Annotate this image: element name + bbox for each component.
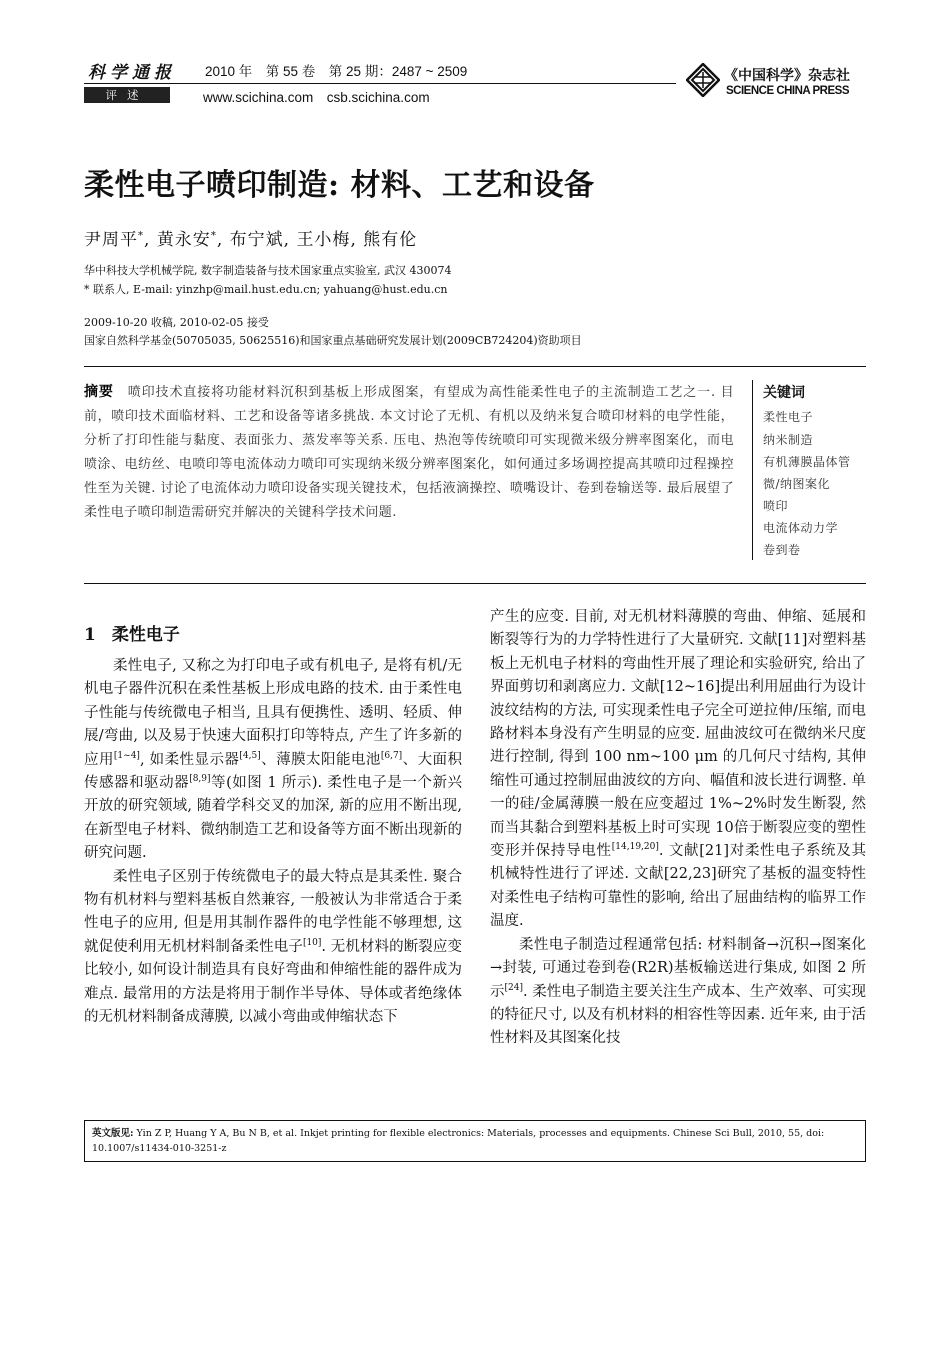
issue-info: 2010 年 第 55 卷 第 25 期：2487 ~ 2509 <box>205 64 468 79</box>
journal-name: 科学通报 <box>88 63 176 83</box>
author-name: 黄永安 <box>156 230 211 250</box>
abstract <box>84 380 734 525</box>
author-name: 王小梅 <box>296 230 351 250</box>
section-heading <box>84 620 196 645</box>
citation-ref[interactable]: [1~4] <box>113 750 140 761</box>
citation-ref[interactable]: [4,5] <box>239 750 261 761</box>
keyword-item: 纳米制造 <box>763 433 814 447</box>
funding-note: 国家自然科学基金(50705035, 50625516)和国家重点基础研究发展计划(2009CB724204)资助项目 <box>84 334 582 347</box>
article-title: 柔性电子喷印制造: 材料、工艺和设备 <box>84 168 595 203</box>
publisher-name-cn: 《中国科学》杂志社 <box>724 68 850 84</box>
citation-ref[interactable]: [14,19,20] <box>611 842 659 853</box>
citation-ref[interactable]: [6,7] <box>380 750 403 761</box>
body-paragraph: 产生的应变. 目前, 对无机材料薄膜的弯曲、伸缩、延展和断裂等行为的力学特性进行了大量研究. 文献[11]对塑料基板上无机电子材料的弯曲性开展了理论和实验研究, 给出了界面剪切和剥离应力. 文献[12~16]提出利用屈曲行为设计波纹结构的方法, 可实现柔性电子完全可逆拉伸/压缩, 而电路材料本身没有产生明显的应变. 屈曲波纹可在微纳米尺度进行控制, 得到 100 nm~100 μm 的几何尺寸结构, 其伸缩性可通过控制屈曲波纹的方向、幅值和波长进行调整. 单一的硅/金属薄膜一般在应变超过 1%~2%时发生断裂, 然而当其黏合到塑料基板上时可实现 10倍于断裂应变的塑性变形并保持导电性[14,19,20]. 文献[21]对柔性电子系统及其机械特性进行了评述. 文献[22,23]研究了基板的温变特性对柔性电子结构可靠性的影响, 给出了屈曲结构的临界工作温度. <box>490 609 867 930</box>
publisher-logo-icon <box>686 63 720 97</box>
body-paragraph: 柔性电子区别于传统微电子的最大特点是其柔性. 聚合物有机材料与塑料基板自然兼容, 一般被认为非常适合于柔性电子的应用, 但是用其制作器件的电学性能不够理想, 这就促使利用无机材料制备柔性电子[10]. 无机材料的断裂应变比较小, 如何设计制造具有良好弯曲和伸缩性能的器件成为难点. 最常用的方法是将用于制作半导体、导体或者绝缘体的无机材料制备成薄膜, 以减小弯曲或伸缩状态下 <box>84 868 463 1026</box>
citation-ref[interactable]: [24] <box>504 982 523 993</box>
author-name: 布宁斌 <box>229 230 284 250</box>
keyword-item: 柔性电子 <box>763 410 814 424</box>
abstract-body: 喷印技术直接将功能材料沉积到基板上形成图案，有望成为高性能柔性电子的主流制造工艺之一. 目前，喷印技术面临材料、工艺和设备等诸多挑战. 本文讨论了无机、有机以及纳米复合喷印材料的电学性能，分析了打印性能与黏度、表面张力、蒸发率等关系. 压电、热泡等传统喷印可实现微米级分辨率图案化，而电喷涂、电纺丝、电喷印等电流体动力喷印可实现纳米级分辨率图案化，如何通过多场调控提高其喷印过程操控性至为关键. 讨论了电流体动力喷印设备实现关键技术，包括液滴操控、喷嘴设计、卷到卷输送等. 最后展望了柔性电子喷印制造需研究并解决的关键科学技术问题. <box>84 385 734 520</box>
citation-ref[interactable]: [10] <box>302 938 322 949</box>
contact-email: * 联系人, E-mail: yinzhp@mail.hust.edu.cn; yahuang@hust.edu.cn <box>84 283 448 296</box>
citation-text: Yin Z P, Huang Y A, Bu N B, et al. Inkjet printing for flexible electronics: Materials, processes and equipments. Chinese Sci Bull, 2010, 55, doi: 10.1007/s11434-010-3251-z <box>92 1128 825 1154</box>
received-date: 2009-10-20 收稿, 2010-02-05 接受 <box>84 316 269 329</box>
keyword-item: 有机薄膜晶体管 <box>763 455 851 469</box>
keyword-item: 电流体动力学 <box>763 521 839 535</box>
author-name: 尹周平 <box>84 230 138 250</box>
header-rule <box>84 83 676 84</box>
body-paragraph: 柔性电子, 又称之为打印电子或有机电子, 是将有机/无机电子器件沉积在柔性基板上形成电路的技术. 由于柔性电子性能与传统微电子相当, 且具有便携性、透明、轻质、伸展/弯曲, 以及易于快速大面积打印等特点, 产生了许多新的应用[1~4], 如柔性显示器[4,5]、薄膜太阳能电池[6,7]、大面积传感器和驱动器[8,9]等(如图 1 所示). 柔性电子是一个新兴开放的研究领域, 随着学科交叉的加深, 新的应用不断出现, 在新型电子材料、微纳制造工艺和设备等方面不断出现新的研究问题. <box>84 658 463 862</box>
english-version-citation <box>92 1126 832 1156</box>
citation-label: 英文版见: <box>92 1128 134 1139</box>
keyword-item: 喷印 <box>763 499 789 513</box>
journal-urls[interactable]: www.scichina.com csb.scichina.com <box>203 90 430 105</box>
citation-ref[interactable]: [8,9] <box>189 774 211 785</box>
author-name: 熊有伦 <box>363 230 418 250</box>
section-tag: 评述 <box>84 87 170 103</box>
corresponding-marker: * <box>138 230 144 242</box>
author-list: 尹周平*, 黄永安*, 布宁斌, 王小梅, 熊有伦 <box>84 230 418 250</box>
section-title: 柔性电子 <box>111 625 180 645</box>
abstract-label: 摘要 <box>84 384 114 400</box>
keyword-item: 卷到卷 <box>763 543 801 557</box>
keywords-divider <box>752 380 753 560</box>
body-paragraph: 柔性电子制造过程通常包括: 材料制备→沉积→图案化→封装, 可通过卷到卷(R2R)基板输送进行集成, 如图 2 所示[24]. 柔性电子制造主要关注生产成本、生产效率、可实现的特征尺寸, 以及有机材料的相容性等因素. 近年来, 由于活性材料及其图案化技 <box>490 936 867 1047</box>
left-column <box>84 655 462 1030</box>
right-column <box>490 606 866 1051</box>
keyword-item: 微/纳图案化 <box>763 477 831 491</box>
corresponding-marker: * <box>210 230 217 242</box>
publisher-name-en: SCIENCE CHINA PRESS <box>726 85 849 97</box>
affiliation: 华中科技大学机械学院, 数字制造装备与技术国家重点实验室, 武汉 430074 <box>84 264 452 277</box>
keywords-heading: 关键词 <box>763 385 805 401</box>
section-number: 1 <box>84 625 96 645</box>
